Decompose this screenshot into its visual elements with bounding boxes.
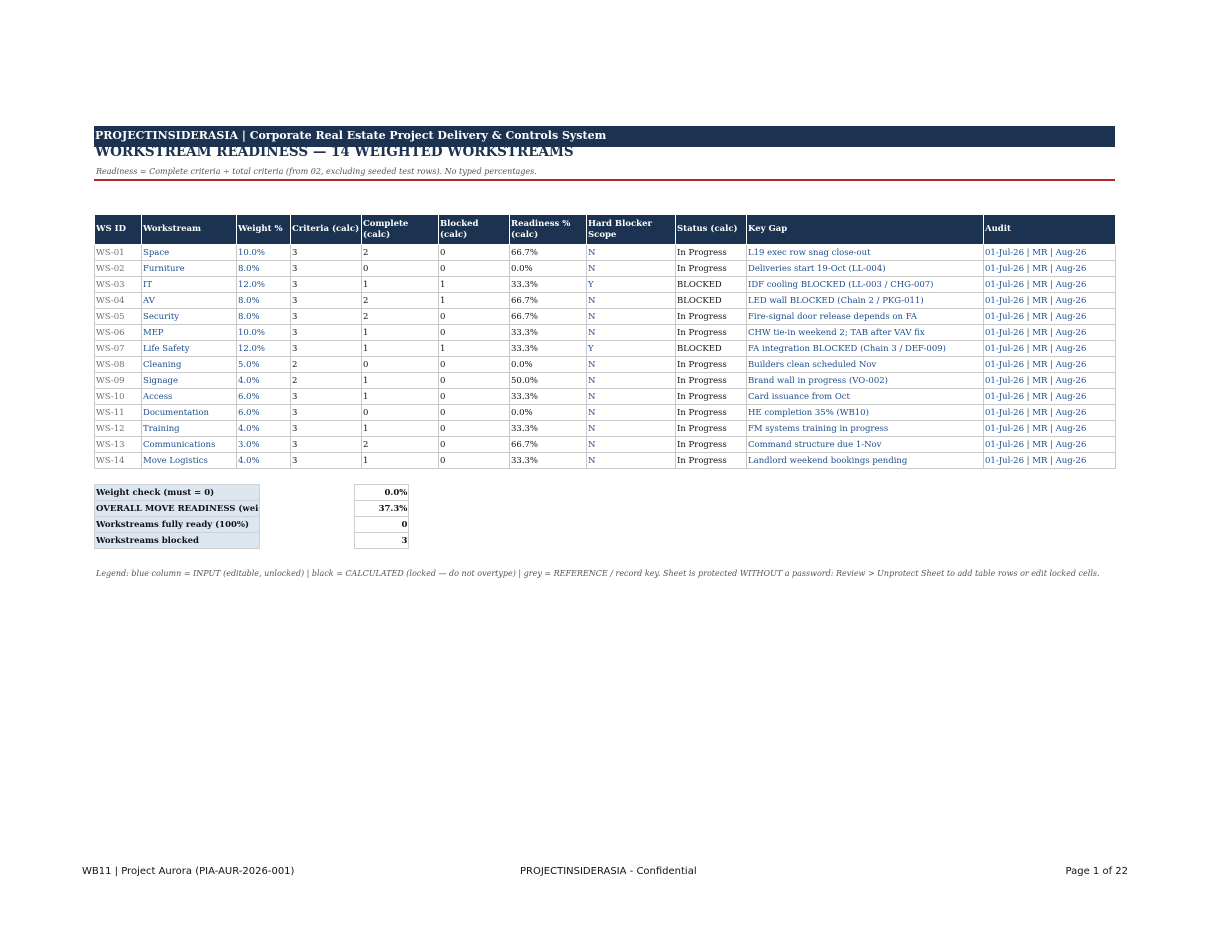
summary-label — [95, 485, 260, 501]
hard-blocker-cell[interactable]: N — [587, 293, 676, 309]
blocked-cell[interactable]: 0 — [439, 389, 510, 405]
col-header-blocked[interactable]: Blocked (calc) — [439, 215, 510, 245]
key-gap-cell[interactable]: LED wall BLOCKED (Chain 2 / PKG-011) — [747, 293, 984, 309]
ws-id-cell[interactable]: WS-13 — [95, 437, 142, 453]
readiness-cell[interactable]: 66.7% — [510, 293, 587, 309]
ws-id-cell[interactable]: WS-09 — [95, 373, 142, 389]
weight-cell[interactable]: 8.0% — [237, 261, 291, 277]
weight-cell[interactable]: 8.0% — [237, 309, 291, 325]
footer-center: PROJECTINSIDERASIA - Confidential — [520, 866, 697, 877]
blocked-cell[interactable]: 0 — [439, 309, 510, 325]
blocked-cell[interactable]: 0 — [439, 421, 510, 437]
status-cell[interactable]: In Progress — [676, 325, 747, 341]
ws-id-cell[interactable]: WS-08 — [95, 357, 142, 373]
status-cell[interactable]: In Progress — [676, 405, 747, 421]
summary-row — [95, 517, 409, 533]
ws-id-cell[interactable]: WS-11 — [95, 405, 142, 421]
summary-row — [95, 501, 409, 517]
readiness-cell[interactable]: 0.0% — [510, 405, 587, 421]
hard-blocker-cell[interactable]: Y — [587, 277, 676, 293]
table-row — [95, 325, 1116, 341]
complete-cell[interactable]: 1 — [362, 277, 439, 293]
title-divider — [94, 179, 1115, 181]
key-gap-cell[interactable]: FA integration BLOCKED (Chain 3 / DEF-009) — [747, 341, 984, 357]
status-cell[interactable]: BLOCKED — [676, 293, 747, 309]
workstream-cell[interactable]: Furniture — [142, 261, 237, 277]
hard-blocker-cell[interactable]: N — [587, 421, 676, 437]
col-header-readiness[interactable]: Readiness % (calc) — [510, 215, 587, 245]
blocked-cell[interactable]: 1 — [439, 277, 510, 293]
workstream-cell[interactable]: Move Logistics — [142, 453, 237, 469]
readiness-cell[interactable]: 33.3% — [510, 453, 587, 469]
hard-blocker-cell[interactable]: N — [587, 309, 676, 325]
col-header-criteria[interactable]: Criteria (calc) — [291, 215, 362, 245]
ws-id-cell[interactable]: WS-12 — [95, 421, 142, 437]
hard-blocker-cell[interactable]: N — [587, 373, 676, 389]
readiness-cell[interactable]: 33.3% — [510, 277, 587, 293]
summary-label — [95, 501, 260, 517]
readiness-cell[interactable]: 0.0% — [510, 261, 587, 277]
status-cell[interactable]: In Progress — [676, 245, 747, 261]
audit-cell[interactable]: 01-Jul-26 | MR | Aug-26 — [984, 309, 1116, 325]
readiness-cell[interactable]: 33.3% — [510, 341, 587, 357]
blocked-cell[interactable]: 0 — [439, 325, 510, 341]
summary-spacer — [260, 501, 355, 517]
criteria-cell[interactable]: 3 — [291, 341, 362, 357]
hard-blocker-cell[interactable]: Y — [587, 341, 676, 357]
ws-id-cell[interactable]: WS-02 — [95, 261, 142, 277]
workstream-cell[interactable]: MEP — [142, 325, 237, 341]
blocked-cell[interactable]: 1 — [439, 293, 510, 309]
summary-value[interactable]: 3 — [355, 533, 409, 549]
blocked-cell[interactable]: 0 — [439, 405, 510, 421]
hard-blocker-cell[interactable]: N — [587, 453, 676, 469]
table-row — [95, 373, 1116, 389]
audit-cell[interactable]: 01-Jul-26 | MR | Aug-26 — [984, 277, 1116, 293]
weight-cell[interactable]: 4.0% — [237, 373, 291, 389]
table-row — [95, 261, 1116, 277]
audit-cell[interactable]: 01-Jul-26 | MR | Aug-26 — [984, 389, 1116, 405]
readiness-cell[interactable]: 0.0% — [510, 357, 587, 373]
audit-cell[interactable]: 01-Jul-26 | MR | Aug-26 — [984, 453, 1116, 469]
workstream-cell[interactable]: Communications — [142, 437, 237, 453]
summary-value[interactable]: 0.0% — [355, 485, 409, 501]
weight-cell[interactable]: 8.0% — [237, 293, 291, 309]
audit-cell[interactable]: 01-Jul-26 | MR | Aug-26 — [984, 405, 1116, 421]
audit-cell[interactable]: 01-Jul-26 | MR | Aug-26 — [984, 341, 1116, 357]
criteria-cell[interactable]: 2 — [291, 373, 362, 389]
status-cell[interactable]: In Progress — [676, 437, 747, 453]
status-cell[interactable]: In Progress — [676, 389, 747, 405]
key-gap-cell[interactable]: Brand wall in progress (VO-002) — [747, 373, 984, 389]
readiness-cell[interactable]: 33.3% — [510, 325, 587, 341]
blocked-cell[interactable]: 0 — [439, 453, 510, 469]
legend-note: Legend: blue column = INPUT (editable, unlocked) | black = CALCULATED (locked — do not overtype) | grey = REFERENCE / record key. Sheet is protected WITHOUT a password: Review > Unprotect Sheet to add table rows or edit locked cells. — [96, 569, 1100, 578]
summary-value[interactable]: 37.3% — [355, 501, 409, 517]
complete-cell[interactable]: 0 — [362, 261, 439, 277]
col-header-weight[interactable]: Weight % — [237, 215, 291, 245]
table-row — [95, 277, 1116, 293]
blocked-cell[interactable]: 0 — [439, 357, 510, 373]
weight-cell[interactable]: 5.0% — [237, 357, 291, 373]
workstream-cell[interactable]: IT — [142, 277, 237, 293]
workstream-cell[interactable]: AV — [142, 293, 237, 309]
hard-blocker-cell[interactable]: N — [587, 389, 676, 405]
workstream-cell[interactable]: Cleaning — [142, 357, 237, 373]
summary-label-text: OVERALL MOVE READINESS (wei — [96, 503, 259, 514]
audit-cell[interactable]: 01-Jul-26 | MR | Aug-26 — [984, 437, 1116, 453]
key-gap-cell[interactable]: Builders clean scheduled Nov — [747, 357, 984, 373]
workstream-cell[interactable]: Life Safety — [142, 341, 237, 357]
key-gap-cell[interactable]: Deliveries start 19-Oct (LL-004) — [747, 261, 984, 277]
hard-blocker-cell[interactable]: N — [587, 405, 676, 421]
complete-cell[interactable]: 0 — [362, 357, 439, 373]
key-gap-cell[interactable]: L19 exec row snag close-out — [747, 245, 984, 261]
key-gap-cell[interactable]: Fire-signal door release depends on FA — [747, 309, 984, 325]
table-header-row — [95, 215, 1116, 245]
criteria-cell[interactable]: 3 — [291, 293, 362, 309]
table-row — [95, 437, 1116, 453]
summary-spacer — [260, 533, 355, 549]
readiness-cell[interactable]: 66.7% — [510, 245, 587, 261]
summary-row — [95, 533, 409, 549]
criteria-cell[interactable]: 3 — [291, 245, 362, 261]
workstream-cell[interactable]: Training — [142, 421, 237, 437]
weight-cell[interactable]: 4.0% — [237, 453, 291, 469]
table-row — [95, 293, 1116, 309]
weight-cell[interactable]: 3.0% — [237, 437, 291, 453]
summary-value[interactable]: 0 — [355, 517, 409, 533]
col-header-key-gap[interactable]: Key Gap — [747, 215, 984, 245]
footer-left: WB11 | Project Aurora (PIA-AUR-2026-001) — [82, 866, 295, 877]
workstream-cell[interactable]: Signage — [142, 373, 237, 389]
complete-cell[interactable]: 1 — [362, 421, 439, 437]
hard-blocker-cell[interactable]: N — [587, 437, 676, 453]
summary-label — [95, 533, 260, 549]
key-gap-cell[interactable]: CHW tie-in weekend 2; TAB after VAV fix — [747, 325, 984, 341]
blocked-cell[interactable]: 0 — [439, 261, 510, 277]
summary-spacer — [260, 485, 355, 501]
criteria-cell[interactable]: 3 — [291, 437, 362, 453]
audit-cell[interactable]: 01-Jul-26 | MR | Aug-26 — [984, 293, 1116, 309]
hard-blocker-cell[interactable]: N — [587, 261, 676, 277]
sheet-subtitle: Readiness = Complete criteria ÷ total criteria (from 02, excluding seeded test rows). No typed percentages. — [96, 167, 537, 176]
readiness-cell[interactable]: 33.3% — [510, 389, 587, 405]
status-cell[interactable]: In Progress — [676, 421, 747, 437]
criteria-cell[interactable]: 3 — [291, 325, 362, 341]
ws-id-cell[interactable]: WS-07 — [95, 341, 142, 357]
ws-id-cell[interactable]: WS-05 — [95, 309, 142, 325]
col-header-complete[interactable]: Complete (calc) — [362, 215, 439, 245]
weight-cell[interactable]: 10.0% — [237, 245, 291, 261]
summary-label — [95, 517, 260, 533]
summary-label-text: Workstreams fully ready (100%) — [96, 519, 250, 530]
audit-cell[interactable]: 01-Jul-26 | MR | Aug-26 — [984, 357, 1116, 373]
hard-blocker-cell[interactable]: N — [587, 245, 676, 261]
criteria-cell[interactable]: 3 — [291, 277, 362, 293]
complete-cell[interactable]: 2 — [362, 309, 439, 325]
audit-cell[interactable]: 01-Jul-26 | MR | Aug-26 — [984, 325, 1116, 341]
col-header-hard-blocker[interactable]: Hard Blocker Scope — [587, 215, 676, 245]
table-row — [95, 309, 1116, 325]
table-row — [95, 405, 1116, 421]
key-gap-cell[interactable]: Card issuance from Oct — [747, 389, 984, 405]
col-header-workstream[interactable]: Workstream — [142, 215, 237, 245]
summary-row — [95, 485, 409, 501]
banner-title: PROJECTINSIDERASIA | Corporate Real Estate Project Delivery & Controls System — [95, 129, 607, 142]
status-cell[interactable]: BLOCKED — [676, 341, 747, 357]
col-header-ws-id[interactable]: WS ID — [95, 215, 142, 245]
readiness-cell[interactable]: 33.3% — [510, 421, 587, 437]
status-cell[interactable]: BLOCKED — [676, 277, 747, 293]
table-row — [95, 421, 1116, 437]
key-gap-cell[interactable]: IDF cooling BLOCKED (LL-003 / CHG-007) — [747, 277, 984, 293]
criteria-cell[interactable]: 3 — [291, 261, 362, 277]
summary-label-text: Workstreams blocked — [96, 535, 199, 546]
weight-cell[interactable]: 6.0% — [237, 389, 291, 405]
workstream-cell[interactable]: Documentation — [142, 405, 237, 421]
complete-cell[interactable]: 1 — [362, 325, 439, 341]
ws-id-cell[interactable]: WS-06 — [95, 325, 142, 341]
footer-page-number: Page 1 of 22 — [1065, 866, 1128, 877]
blocked-cell[interactable]: 0 — [439, 245, 510, 261]
table-row — [95, 341, 1116, 357]
table-row — [95, 245, 1116, 261]
criteria-cell[interactable]: 3 — [291, 309, 362, 325]
workstream-cell[interactable]: Security — [142, 309, 237, 325]
weight-cell[interactable]: 12.0% — [237, 341, 291, 357]
criteria-cell[interactable]: 3 — [291, 421, 362, 437]
ws-id-cell[interactable]: WS-04 — [95, 293, 142, 309]
key-gap-cell[interactable]: Landlord weekend bookings pending — [747, 453, 984, 469]
blocked-cell[interactable]: 0 — [439, 437, 510, 453]
audit-cell[interactable]: 01-Jul-26 | MR | Aug-26 — [984, 261, 1116, 277]
key-gap-cell[interactable]: HE completion 35% (WB10) — [747, 405, 984, 421]
hard-blocker-cell[interactable]: N — [587, 357, 676, 373]
hard-blocker-cell[interactable]: N — [587, 325, 676, 341]
complete-cell[interactable]: 1 — [362, 373, 439, 389]
complete-cell[interactable]: 1 — [362, 453, 439, 469]
complete-cell[interactable]: 0 — [362, 405, 439, 421]
blocked-cell[interactable]: 1 — [439, 341, 510, 357]
workstream-table — [94, 214, 1116, 469]
status-cell[interactable]: In Progress — [676, 453, 747, 469]
ws-id-cell[interactable]: WS-10 — [95, 389, 142, 405]
criteria-cell[interactable]: 2 — [291, 357, 362, 373]
readiness-cell[interactable]: 50.0% — [510, 373, 587, 389]
criteria-cell[interactable]: 3 — [291, 405, 362, 421]
sheet-title: WORKSTREAM READINESS — 14 WEIGHTED WORKSTREAMS — [95, 144, 574, 160]
workstream-cell[interactable]: Access — [142, 389, 237, 405]
ws-id-cell[interactable]: WS-14 — [95, 453, 142, 469]
criteria-cell[interactable]: 3 — [291, 389, 362, 405]
readiness-cell[interactable]: 66.7% — [510, 437, 587, 453]
key-gap-cell[interactable]: Command structure due 1-Nov — [747, 437, 984, 453]
weight-cell[interactable]: 6.0% — [237, 405, 291, 421]
summary-spacer — [260, 517, 355, 533]
weight-cell[interactable]: 10.0% — [237, 325, 291, 341]
weight-cell[interactable]: 12.0% — [237, 277, 291, 293]
ws-id-cell[interactable]: WS-03 — [95, 277, 142, 293]
blocked-cell[interactable]: 0 — [439, 373, 510, 389]
table-row — [95, 357, 1116, 373]
complete-cell[interactable]: 2 — [362, 437, 439, 453]
audit-cell[interactable]: 01-Jul-26 | MR | Aug-26 — [984, 373, 1116, 389]
ws-id-cell[interactable]: WS-01 — [95, 245, 142, 261]
audit-cell[interactable]: 01-Jul-26 | MR | Aug-26 — [984, 245, 1116, 261]
status-cell[interactable]: In Progress — [676, 309, 747, 325]
col-header-status[interactable]: Status (calc) — [676, 215, 747, 245]
summary-label-text: Weight check (must = 0) — [96, 487, 215, 498]
summary-table — [94, 484, 409, 549]
complete-cell[interactable]: 2 — [362, 293, 439, 309]
table-row — [95, 389, 1116, 405]
readiness-cell[interactable]: 66.7% — [510, 309, 587, 325]
weight-cell[interactable]: 4.0% — [237, 421, 291, 437]
status-cell[interactable]: In Progress — [676, 373, 747, 389]
criteria-cell[interactable]: 3 — [291, 453, 362, 469]
workstream-cell[interactable]: Space — [142, 245, 237, 261]
complete-cell[interactable]: 2 — [362, 245, 439, 261]
key-gap-cell[interactable]: FM systems training in progress — [747, 421, 984, 437]
status-cell[interactable]: In Progress — [676, 357, 747, 373]
audit-cell[interactable]: 01-Jul-26 | MR | Aug-26 — [984, 421, 1116, 437]
complete-cell[interactable]: 1 — [362, 389, 439, 405]
col-header-audit[interactable]: Audit — [984, 215, 1116, 245]
complete-cell[interactable]: 1 — [362, 341, 439, 357]
status-cell[interactable]: In Progress — [676, 261, 747, 277]
table-row — [95, 453, 1116, 469]
